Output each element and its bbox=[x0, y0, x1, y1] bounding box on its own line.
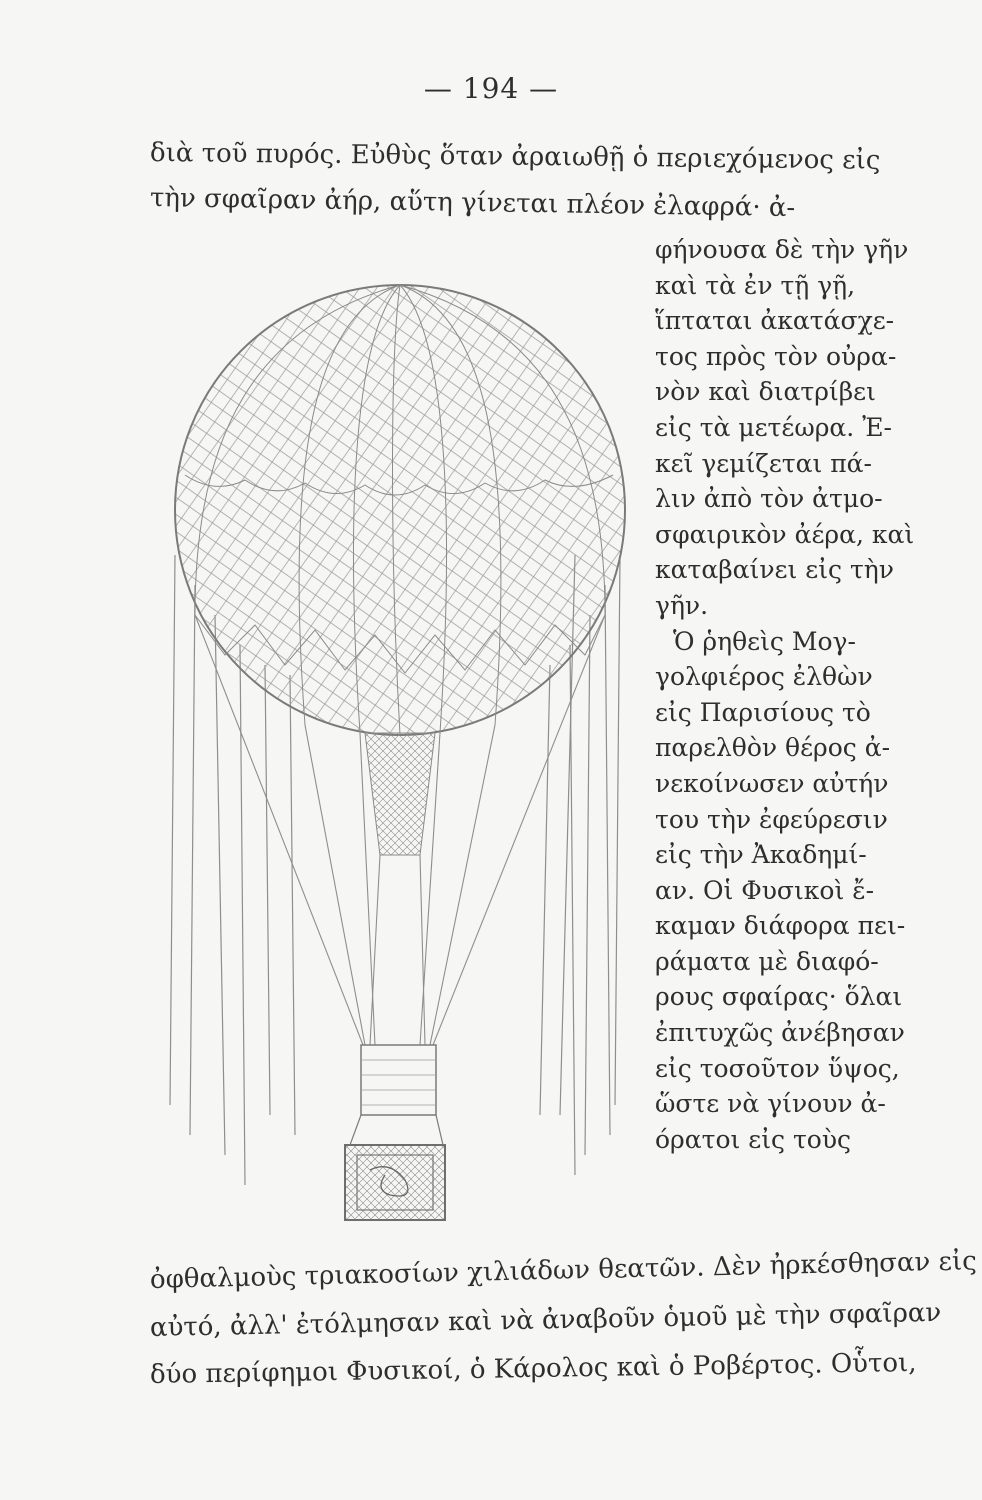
text-line: διὰ τοῦ πυρός. Εὐθὺς ὅταν ἀραιωθῇ ὁ περιεχόμενος εἰς bbox=[149, 138, 881, 176]
text-line: ράματα μὲ διαφό- bbox=[655, 946, 879, 976]
text-line: καὶ τὰ ἐν τῇ γῇ, bbox=[655, 270, 856, 300]
text-line: τος πρὸς τὸν οὐρα- bbox=[655, 341, 897, 371]
text-line: γολφιέρος ἐλθὼν bbox=[655, 662, 873, 692]
text-line: καμαν διάφορα πει- bbox=[655, 911, 906, 941]
text-line: ἐπιτυχῶς ἀνέβησαν bbox=[655, 1018, 905, 1048]
text-line: εἰς τὴν Ἀκαδημί- bbox=[655, 840, 867, 870]
text-line: εἰς Παρισίους τὸ bbox=[655, 697, 871, 727]
text-line: σφαιρικὸν ἀέρα, καὶ bbox=[655, 519, 915, 549]
text-line: κεῖ γεμίζεται πά- bbox=[655, 448, 872, 478]
text-line: φήνουσα δὲ τὴν γῆν bbox=[655, 235, 909, 264]
text-line: του τὴν ἐφεύρεσιν bbox=[655, 804, 888, 834]
text-line: ἵπταται ἀκατάσχε- bbox=[655, 306, 895, 336]
text-line: ὥστε νὰ γίνουν ἀ- bbox=[655, 1089, 886, 1119]
text-line: εἰς τὰ μετέωρα. Ἐ- bbox=[655, 412, 892, 442]
text-line: Ὁ ῥηθεὶς Μογ- bbox=[673, 626, 856, 656]
text-line: παρελθὸν θέρος ἀ- bbox=[655, 733, 891, 763]
text-line: γῆν. bbox=[655, 590, 709, 620]
text-line: ὀφθαλμοὺς τριακοσίων χιλιάδων θεατῶν. Δὲν ἠρκέσθησαν εἰς bbox=[149, 1246, 978, 1295]
text-line: αν. Οἱ Φυσικοὶ ἔ- bbox=[655, 875, 875, 905]
text-column bbox=[655, 232, 915, 1157]
text-line: δύο περίφημοι Φυσικοί, ὁ Κάρολος καὶ ὁ Ροβέρτος. Οὗτοι, bbox=[149, 1347, 917, 1390]
text-line: νὸν καὶ διατρίβει bbox=[655, 377, 876, 407]
text-line: νεκοίνωσεν αὐτήν bbox=[655, 768, 889, 798]
text-line: εἰς τοσοῦτον ὕψος, bbox=[655, 1053, 900, 1083]
balloon-illustration bbox=[135, 255, 635, 1239]
text-line: λιν ἀπὸ τὸν ἀτμο- bbox=[655, 484, 883, 514]
text-line: αὐτό, ἀλλ' ἐτόλμησαν καὶ νὰ ἀναβοῦν ὁμοῦ μὲ τὴν σφαῖραν bbox=[149, 1297, 942, 1343]
text-line: τὴν σφαῖραν ἀήρ, αὕτη γίνεται πλέον ἐλαφρά· ἀ- bbox=[149, 183, 796, 224]
text-line: όρατοι εἰς τοὺς bbox=[655, 1124, 852, 1154]
text-line: καταβαίνει εἰς τὴν bbox=[655, 555, 894, 585]
page-number: — 194 — bbox=[423, 72, 559, 105]
text-line: ρους σφαίρας· ὅλαι bbox=[655, 982, 903, 1012]
